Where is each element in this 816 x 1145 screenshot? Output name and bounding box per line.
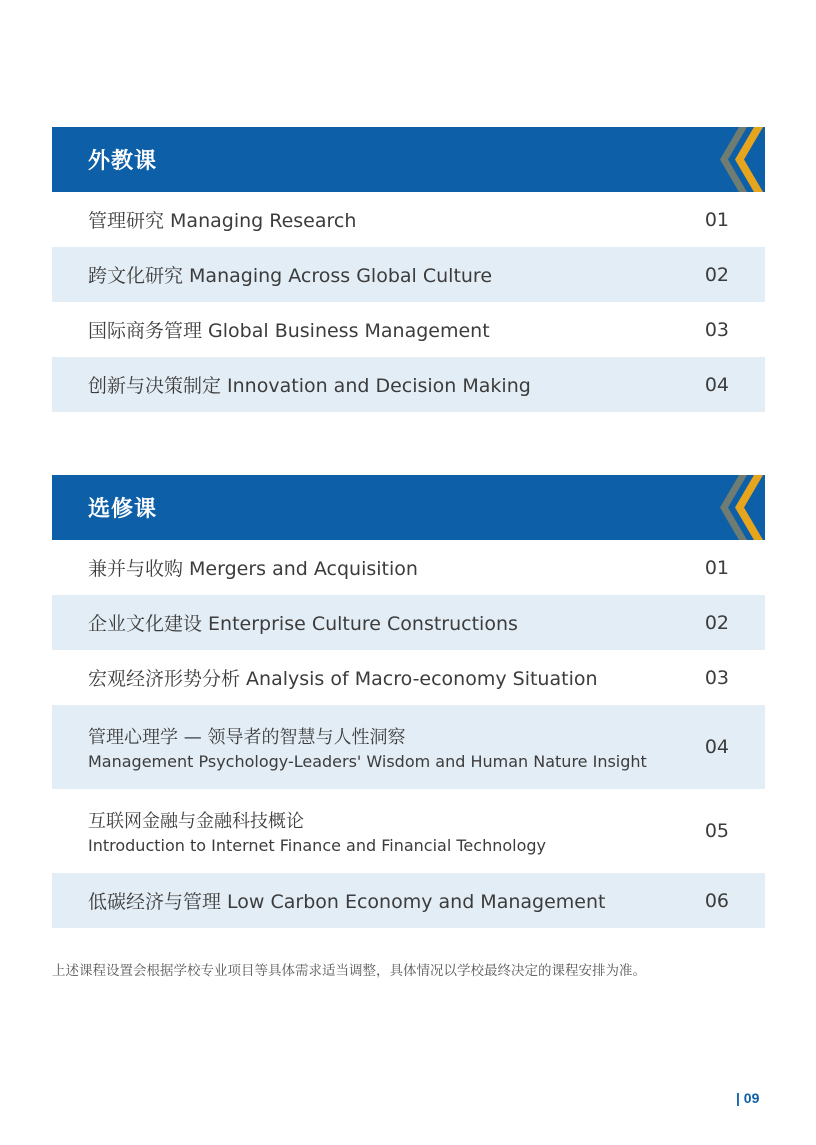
course-number: 05 <box>704 820 729 842</box>
section-title: 外教课 <box>88 149 158 174</box>
section-title: 选修课 <box>88 497 158 522</box>
course-name <box>88 723 647 771</box>
course-row <box>52 595 765 650</box>
section-foreign-teacher-courses <box>52 127 765 412</box>
course-number: 03 <box>704 666 729 689</box>
course-number: 01 <box>704 208 729 231</box>
course-name-english: Introduction to Internet Finance and Financial Technology <box>88 836 546 855</box>
course-number: 04 <box>704 373 729 396</box>
course-number: 04 <box>704 736 729 758</box>
course-name: 国际商务管理 Global Business Management <box>88 320 490 342</box>
section-header <box>52 127 765 192</box>
course-name: 低碳经济与管理 Low Carbon Economy and Management <box>88 891 606 913</box>
section-header <box>52 475 765 540</box>
course-name: 兼并与收购 Mergers and Acquisition <box>88 558 418 580</box>
course-row <box>52 789 765 873</box>
course-name: 创新与决策制定 Innovation and Decision Making <box>88 375 531 397</box>
course-row <box>52 540 765 595</box>
double-chevron-icon <box>717 475 765 540</box>
course-row <box>52 650 765 705</box>
course-number: 06 <box>704 889 729 912</box>
section-elective-courses <box>52 475 765 928</box>
page-number: | 09 <box>736 1090 760 1106</box>
course-row <box>52 192 765 247</box>
course-name-chinese: 互联网金融与金融科技概论 <box>88 811 304 832</box>
course-name: 管理研究 Managing Research <box>88 210 357 232</box>
course-row <box>52 705 765 789</box>
course-name-chinese: 管理心理学 — 领导者的智慧与人性洞察 <box>88 727 406 748</box>
course-name-english: Management Psychology-Leaders' Wisdom and Human Nature Insight <box>88 752 647 771</box>
course-row <box>52 302 765 357</box>
course-row <box>52 247 765 302</box>
course-name: 跨文化研究 Managing Across Global Culture <box>88 265 493 287</box>
course-name: 宏观经济形势分析 Analysis of Macro-economy Situation <box>88 668 598 690</box>
course-name: 企业文化建设 Enterprise Culture Constructions <box>88 613 518 635</box>
course-number: 02 <box>704 611 729 634</box>
course-number: 01 <box>704 556 729 579</box>
course-name <box>88 807 546 855</box>
course-row <box>52 873 765 928</box>
footnote: 上述课程设置会根据学校专业项目等具体需求适当调整，具体情况以学校最终决定的课程安排为准。 <box>52 963 646 979</box>
course-number: 02 <box>704 263 729 286</box>
course-number: 03 <box>704 318 729 341</box>
double-chevron-icon <box>717 127 765 192</box>
course-row <box>52 357 765 412</box>
